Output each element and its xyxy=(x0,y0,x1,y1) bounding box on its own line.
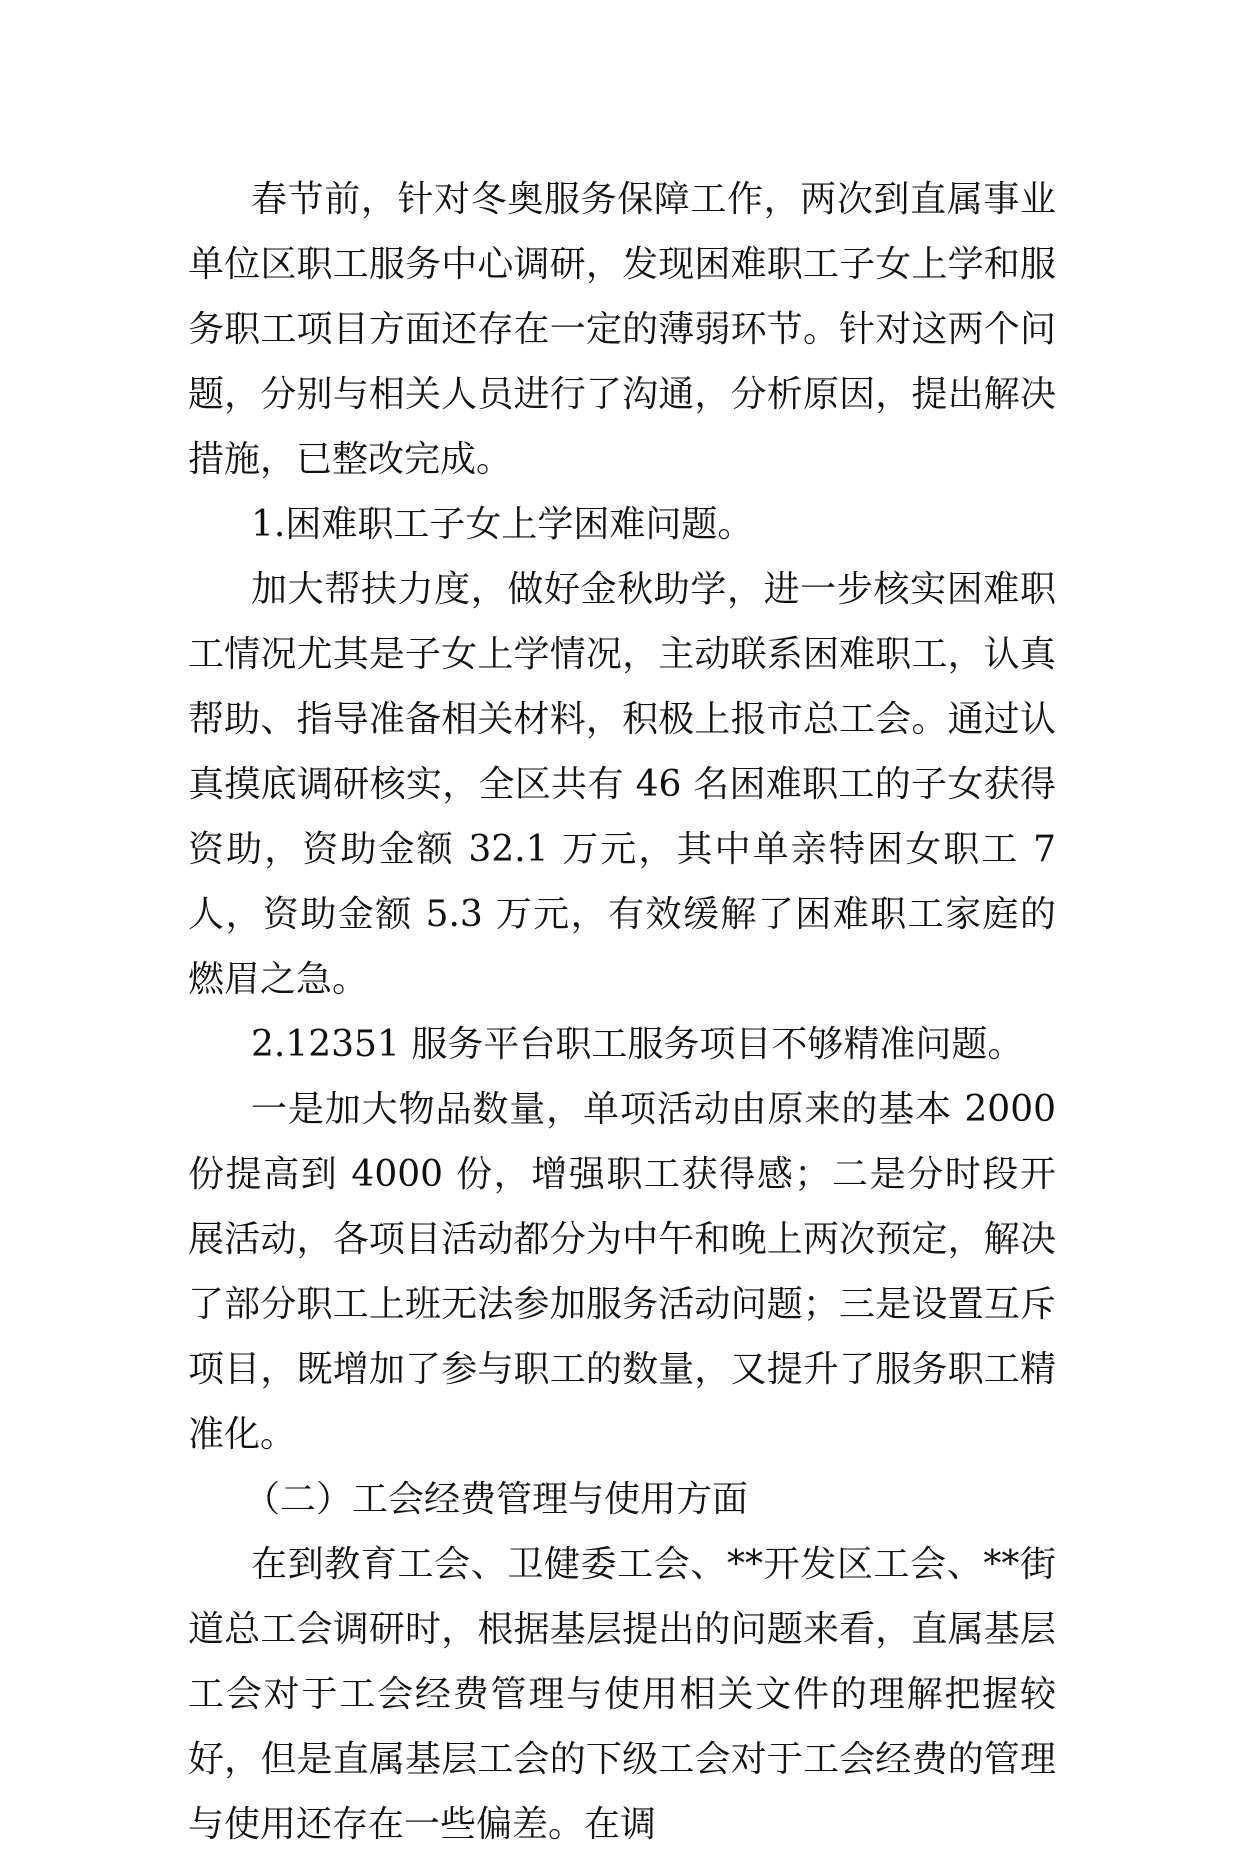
section-heading-1: 1.困难职工子女上学困难问题。 xyxy=(251,504,754,545)
paragraph-section-1: 加大帮扶力度，做好金秋助学，进一步核实困难职工情况尤其是子女上学情况，主动联系困难职工，认真帮助、指导准备相关材料，积极上报市总工会。通过认真摸底调研核实，全区共有 46 名困难职工的子女获得资助，资助金额 32.1 万元，其中单亲特困女职工 7 人，资助金额 5.3 万元，有效缓解了困难职工家庭的燃眉之急。 xyxy=(188,569,1056,1000)
paragraph-intro: 春节前，针对冬奥服务保障工作，两次到直属事业单位区职工服务中心调研，发现困难职工子女上学和服务职工项目方面还存在一定的薄弱环节。针对这两个问题，分别与相关人员进行了沟通，分析原因，提出解决措施，已整改完成。 xyxy=(188,179,1056,480)
paragraph-section-2: 一是加大物品数量，单项活动由原来的基本 2000 份提高到 4000 份，增强职工获得感；二是分时段开展活动，各项目活动都分为中午和晚上两次预定，解决了部分职工上班无法参加服务活动问题；三是设置互斥项目，既增加了参与职工的数量，又提升了服务职工精准化。 xyxy=(188,1089,1056,1455)
section-heading-2: 2.12351 服务平台职工服务项目不够精准问题。 xyxy=(251,1024,1024,1065)
subsection-heading: （二）工会经费管理与使用方面 xyxy=(244,1479,749,1520)
paragraph-subsection: 在到教育工会、卫健委工会、**开发区工会、**街道总工会调研时，根据基层提出的问题来看，直属基层工会对于工会经费管理与使用相关文件的理解把握较好，但是直属基层工会的下级工会对于工会经费的管理与使用还存在一些偏差。在调 xyxy=(188,1544,1056,1845)
document-body xyxy=(188,167,1056,1857)
